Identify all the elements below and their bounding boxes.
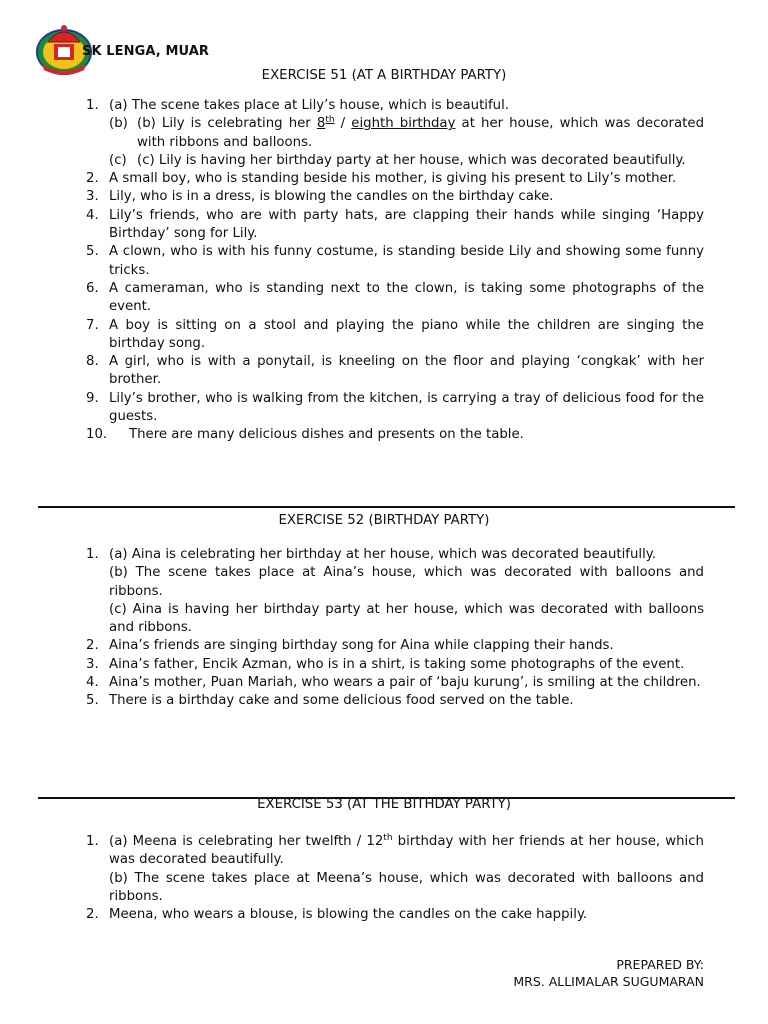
sub-item-a: (a) Aina is celebrating her birthday at her house, which was decorated beautifully. <box>109 547 656 562</box>
prepared-by-label: PREPARED BY: <box>616 957 704 972</box>
exercise-51-title: EXERCISE 51 (AT A BIRTHDAY PARTY) <box>261 68 507 83</box>
exercise-53-title: EXERCISE 53 (AT THE BITHDAY PARTY) <box>257 797 511 812</box>
sub-item-b: (b) (b) Lily is celebrating her 8th / eighth birthday at her house, which was decorated with ribbons and balloons. <box>109 115 705 150</box>
list-item: 8. A girl, who is with a ponytail, is kneeling on the floor and playing ‘congkak’ with her brother. <box>86 354 704 388</box>
footer <box>513 956 704 990</box>
list-item: 2. A small boy, who is standing beside his mother, is giving his present to Lily’s mother. <box>86 171 677 187</box>
list-item: 3. Aina’s father, Encik Azman, who is in a shirt, is taking some photographs of the event. <box>86 656 685 672</box>
sub-item-b: (b) The scene takes place at Meena’s house, which was decorated with balloons and ribbons. <box>109 870 704 904</box>
list-item: 1. (a) Meena is celebrating her twelfth / 12th birthday with her friends at her house, which was decorated beautifully. (b) The scene takes place at Meena’s house, which was decorated with balloons and ribbons. <box>86 833 704 906</box>
sub-item-b: (b) The scene takes place at Aina’s house, which was decorated with balloons and ribbons. <box>109 565 704 599</box>
exercise-52-title: EXERCISE 52 (BIRTHDAY PARTY) <box>278 513 490 528</box>
list-item: 4. Aina’s mother, Puan Mariah, who wears a pair of ‘baju kurung’, is smiling at the children. <box>86 675 701 691</box>
section-divider <box>38 506 735 508</box>
list-item: 1. (a) The scene takes place at Lily’s house, which is beautiful. (b) (b) Lily is celebrating her 8th / eighth birthday at her house, which was decorated with ribbons and balloons. (c) (c) Lily is having her birthday party at her house, which was decorated beautifully. <box>86 97 704 170</box>
list-item: 5. A clown, who is with his funny costume, is standing beside Lily and showing some funny tricks. <box>86 244 704 278</box>
list-item: 1. (a) Aina is celebrating her birthday at her house, which was decorated beautifully. (b) The scene takes place at Aina’s house, which was decorated with balloons and ribbons. (c) Aina is having her birthday party at her house, which was decorated with balloons and ribbons. <box>86 546 704 637</box>
list-item: 7. A boy is sitting on a stool and playing the piano while the children are singing the birthday song. <box>86 317 704 351</box>
list-item: 9. Lily’s brother, who is walking from the kitchen, is carrying a tray of delicious food for the guests. <box>86 390 704 425</box>
exercise-51-list <box>86 97 704 445</box>
author-name: MRS. ALLIMALAR SUGUMARAN <box>513 974 704 989</box>
list-item: 5. There is a birthday cake and some delicious food served on the table. <box>86 693 574 709</box>
sub-item-a: (a) The scene takes place at Lily’s house, which is beautiful. <box>109 98 510 113</box>
sub-item-a: (a) Meena is celebrating her twelfth / 12th birthday with her friends at her house, which was decorated beautifully. <box>109 833 704 868</box>
list-item: 6. A cameraman, who is standing next to the clown, is taking some photographs of the event. <box>86 280 704 315</box>
list-item: 4. Lily’s friends, who are with party hats, are clapping their hands while singing ‘Happy Birthday’ song for Lily. <box>86 207 704 242</box>
sub-item-c: (c) Aina is having her birthday party at her house, which was decorated with balloons and ribbons. <box>109 601 704 636</box>
exercise-53-list <box>86 833 704 924</box>
list-item: 3. Lily, who is in a dress, is blowing the candles on the birthday cake. <box>86 189 554 205</box>
list-item: 2. Meena, who wears a blouse, is blowing the candles on the cake happily. <box>86 907 588 923</box>
sub-item-c: (c) (c) Lily is having her birthday party at her house, which was decorated beautifully. <box>109 152 686 168</box>
list-item: 2. Aina’s friends are singing birthday song for Aina while clapping their hands. <box>86 638 614 654</box>
list-item: 10. There are many delicious dishes and presents on the table. <box>86 427 524 443</box>
exercise-52-list <box>86 546 704 711</box>
school-name: SK LENGA, MUAR <box>82 44 210 59</box>
